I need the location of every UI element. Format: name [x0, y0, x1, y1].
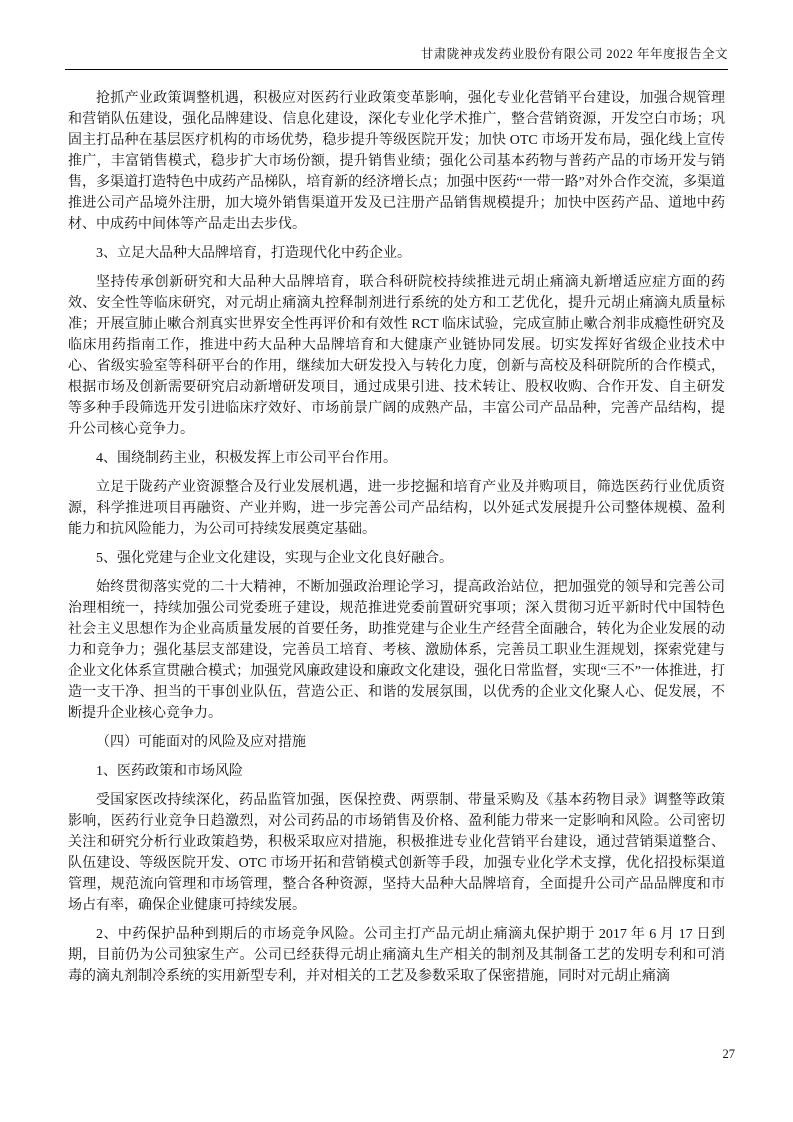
report-paragraph: 立足于陇药产业资源整合及行业发展机遇，进一步挖掘和培育产业及并购项目，筛选医药行业优质资源，科学推进项目再融资、产业并购，进一步完善公司产品结构，以外延式发展提升公司整体规模、盈利能力和抗风险能力，为公司可持续发展奠定基础。 [68, 480, 725, 537]
report-paragraph: 2、中药保护品种到期后的市场竞争风险。公司主打产品元胡止痛滴丸保护期于 2017 年 6 月 17 日到期，目前仍为公司独家生产。公司已经获得元胡止痛滴丸生产相关的制剂及其制备工艺的发明专利和可消毒的滴丸剂制冷系统的实用新型专利，并对相关的工艺及参数采取了保密措施，同时对元胡止痛滴 [68, 927, 725, 984]
section-heading: （四）可能面对的风险及应对措施 [96, 735, 306, 750]
section-heading: 1、医药政策和市场风险 [96, 764, 243, 779]
report-paragraph: 始终贯彻落实党的二十大精神，不断加强政治理论学习，提高政治站位，把加强党的领导和完善公司治理相统一，持续加强公司党委班子建设，规范推进党委前置研究事项；深入贯彻习近平新时代中国特色社会主义思想作为企业高质量发展的首要任务，助推党建与企业生产经营全面融合，转化为企业发展的动力和竞争力；强化基层支部建设，完善员工培育、考核、激励体系，完善员工职业生涯规划，探索党建与企业文化体系宣贯融合模式；加强党风廉政建设和廉政文化建设，强化日常监督，实现“三不”一体推进，打造一支干净、担当的干事创业队伍，营造公正、和谐的发展氛围，以优秀的企业文化聚人心、促发展，不断提升企业核心竞争力。 [68, 580, 725, 721]
header-title: 甘肃陇神戎发药业股份有限公司 2022 年年度报告全文 [420, 47, 728, 61]
section-heading: 4、围绕制药主业，积极发挥上市公司平台作用。 [96, 451, 397, 466]
report-paragraph: 抢抓产业政策调整机遇，积极应对医药行业政策变革影响，强化专业化营销平台建设，加强合规管理和营销队伍建设，强化品牌建设、信息化建设，深化专业化学术推广，整合营销资源，开发空白市场；巩固主打品种在基层医疗机构的市场优势，稳步提升等级医院开发；加快 OTC 市场开发布局，强化线上宣传推广，丰富销售模式，稳步扩大市场份额，提升销售业绩；强化公司基本药物与普药产品的市场开发与销售，多渠道打造特色中成药产品梯队，培育新的经济增长点；加强中医药“一带一路”对外合作交流，多渠道推进公司产品境外注册，加大境外销售渠道开发及已注册产品销售规模提升；加快中医药产品、道地中药材、中成药中间体等产品走出去步伐。 [68, 91, 725, 232]
section-heading: 3、立足大品种大品牌培育，打造现代化中药企业。 [96, 246, 411, 261]
report-paragraph: 受国家医改持续深化，药品监管加强，医保控费、两票制、带量采购及《基本药物目录》调整等政策影响，医药行业竞争日趋激烈，对公司药品的市场销售及价格、盈利能力带来一定影响和风险。公司密切关注和研究分析行业政策趋势，积极采取应对措施，积极推进专业化营销平台建设，通过营销渠道整合、队伍建设、等级医院开发、OTC 市场开拓和营销模式创新等手段，加强专业化学术支撑，优化招投标渠道管理，规范流向管理和市场管理，整合各种资源，坚持大品种大品牌培育，全面提升公司产品品牌度和市场占有率，确保企业健康可持续发展。 [68, 793, 725, 913]
page-number: 27 [722, 1047, 735, 1061]
report-paragraph: 坚持传承创新研究和大品种大品牌培育，联合科研院校持续推进元胡止痛滴丸新增适应症方面的药效、安全性等临床研究，对元胡止痛滴丸控释制剂进行系统的处方和工艺优化，提升元胡止痛滴丸质量标准；开展宣肺止嗽合剂真实世界安全性再评价和有效性 RCT 临床试验，完成宣肺止嗽合剂非成瘾性研究及临床用药指南工作，推进中药大品种大品牌培育和大健康产业链协同发展。切实发挥好省级企业技术中心、省级实验室等科研平台的作用，继续加大研发投入与转化力度，创新与高校及科研院所的合作模式，根据市场及创新需要研究启动新增研发项目，通过成果引进、技术转让、股权收购、合作开发、自主研发等多种手段筛选开发引进临床疗效好、市场前景广阔的成熟产品，丰富公司产品品种，完善产品结构，提升公司核心竞争力。 [68, 275, 725, 437]
page-header [65, 0, 728, 70]
section-heading: 5、强化党建与企业文化建设，实现与企业文化良好融合。 [96, 551, 453, 566]
document-body [68, 88, 725, 995]
